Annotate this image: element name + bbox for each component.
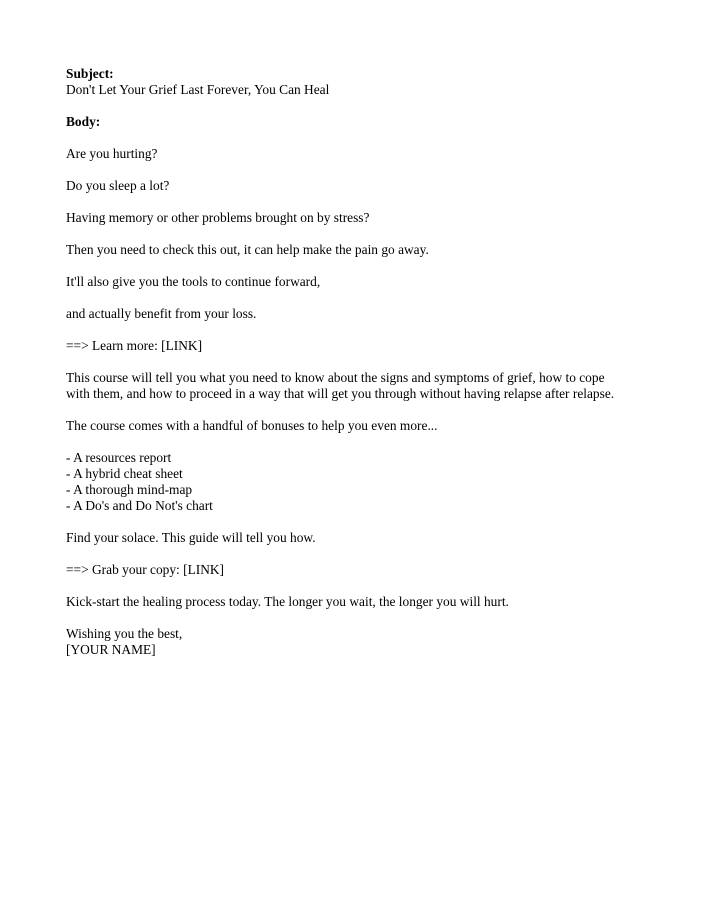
paragraph-tools xyxy=(66,274,656,290)
paragraph-course xyxy=(66,370,656,402)
paragraph-check-out xyxy=(66,242,656,258)
learn-more-text: ==> Learn more: [LINK] xyxy=(66,338,203,353)
course-text-line-2: with them, and how to proceed in a way that will get you through without having relapse after relapse. xyxy=(66,386,615,401)
bonuses-intro-text: The course comes with a handful of bonuses to help you even more... xyxy=(66,418,438,433)
paragraph-solace xyxy=(66,530,656,546)
paragraph-kickstart xyxy=(66,594,656,610)
list-item: - A thorough mind-map xyxy=(66,482,193,497)
subject-label: Subject: xyxy=(66,66,114,81)
signoff xyxy=(66,626,656,658)
paragraph-text: Then you need to check this out, it can help make the pain go away. xyxy=(66,242,429,257)
list-item: - A hybrid cheat sheet xyxy=(66,466,183,481)
bonus-list xyxy=(66,450,656,514)
list-item: - A resources report xyxy=(66,450,172,465)
paragraph-text: Do you sleep a lot? xyxy=(66,178,170,193)
paragraph-text: and actually benefit from your loss. xyxy=(66,306,257,321)
paragraph-text: Having memory or other problems brought on by stress? xyxy=(66,210,370,225)
list-item: - A Do's and Do Not's chart xyxy=(66,498,213,513)
signoff-greeting: Wishing you the best, xyxy=(66,626,183,641)
subject-section xyxy=(66,66,656,98)
paragraph-text: Are you hurting? xyxy=(66,146,158,161)
body-label: Body: xyxy=(66,114,101,129)
grab-copy-link-line xyxy=(66,562,656,578)
paragraph-sleep xyxy=(66,178,656,194)
paragraph-benefit xyxy=(66,306,656,322)
email-document xyxy=(66,66,656,674)
subject-text: Don't Let Your Grief Last Forever, You Can Heal xyxy=(66,82,330,97)
paragraph-bonuses-intro xyxy=(66,418,656,434)
course-text-line-1: This course will tell you what you need to know about the signs and symptoms of grief, how to cope xyxy=(66,370,605,385)
grab-copy-text: ==> Grab your copy: [LINK] xyxy=(66,562,225,577)
paragraph-text: It'll also give you the tools to continue forward, xyxy=(66,274,321,289)
kickstart-text: Kick-start the healing process today. The longer you wait, the longer you will hurt. xyxy=(66,594,509,609)
paragraph-memory xyxy=(66,210,656,226)
solace-text: Find your solace. This guide will tell you how. xyxy=(66,530,316,545)
signoff-name: [YOUR NAME] xyxy=(66,642,156,657)
paragraph-hurting xyxy=(66,146,656,162)
learn-more-link-line xyxy=(66,338,656,354)
body-heading-section xyxy=(66,114,656,130)
